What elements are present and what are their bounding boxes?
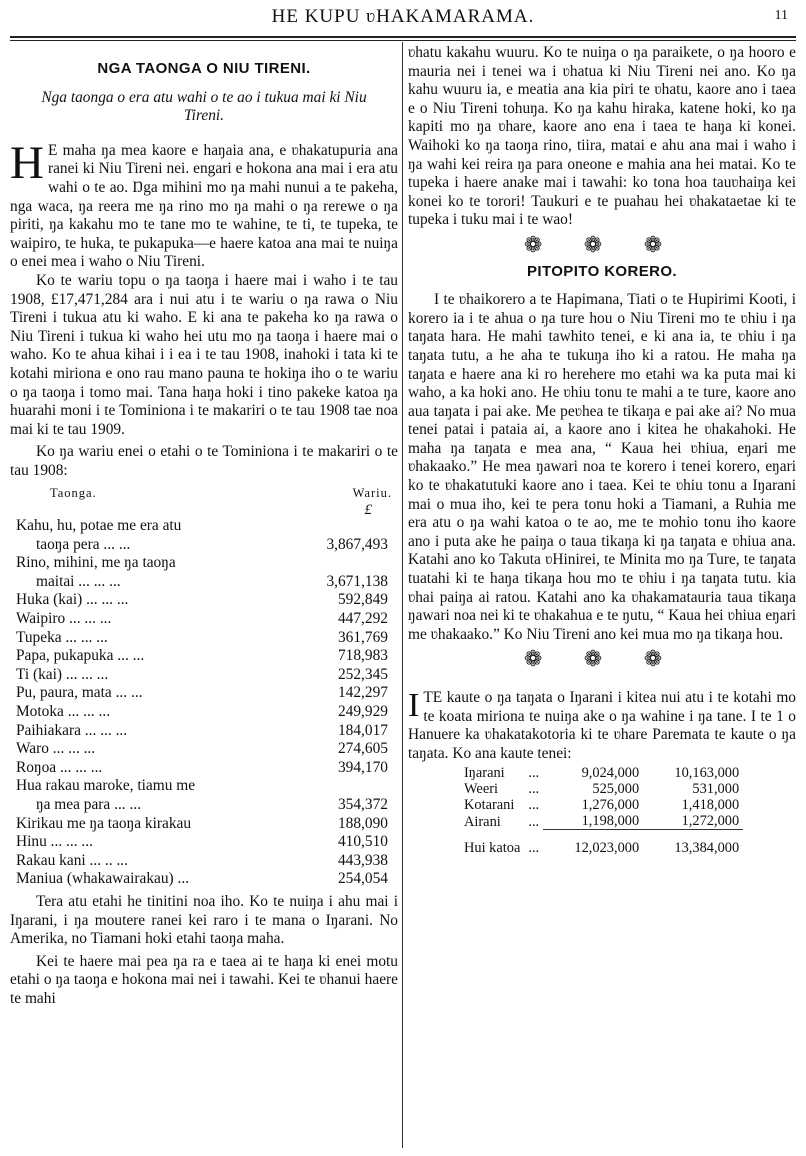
header-rule-thin [10, 40, 796, 41]
table-row [16, 703, 388, 722]
table-row [16, 852, 388, 871]
census-cell-name: Weeri [464, 781, 498, 798]
census-cell-name: Airani [464, 813, 501, 830]
running-header [0, 4, 806, 32]
census-cell-dots: ... [528, 840, 540, 857]
census-cell-a: 9,024,000 [581, 765, 640, 782]
table-cell-value: 410,510 [337, 833, 388, 851]
census-table [460, 765, 743, 856]
article-heading: NGA TAONGA O NIU TIRENI. [97, 60, 311, 77]
paragraph: Ko ŋa wariu enei o etahi o te Tominiona i te makariri o te tau 1908: [10, 443, 398, 479]
census-cell-b: 531,000 [692, 781, 740, 798]
census-total-row [460, 830, 743, 857]
census-cell-b: 1,418,000 [681, 797, 740, 814]
table-row [16, 815, 388, 834]
paragraph [408, 689, 796, 763]
table-cell-value: 394,170 [337, 758, 388, 776]
table-row [16, 796, 388, 815]
census-row [460, 781, 743, 797]
article-subheading: Nga taonga o era atu wahi o te ao i tukua mai ki Niu Tireni. [41, 88, 367, 125]
table-cell-value: 718,983 [337, 647, 388, 665]
table-cell-value: 188,090 [337, 814, 388, 832]
table-cell-item: Waro ... ... ... [16, 740, 96, 758]
census-cell-a: 1,276,000 [581, 797, 640, 814]
table-cell-value: 142,297 [337, 684, 388, 702]
table-cell-value: 447,292 [337, 610, 388, 628]
table-row [16, 647, 388, 666]
flower-ornament-icon: ❁ ❁ ❁ [523, 231, 681, 257]
table-cell-value: 3,867,493 [326, 535, 388, 553]
table-cell-item: Hinu ... ... ... [16, 833, 93, 851]
right-column [408, 44, 796, 856]
table-cell-item: Pu, paura, mata ... ... [16, 684, 143, 702]
table-cell-item: Roŋoa ... ... ... [16, 758, 103, 776]
table-cell-item: Kirikau me ŋa taoŋa kirakau [16, 814, 192, 832]
section-heading: PITOPITO KORERO. [526, 262, 678, 280]
table-cell-value: 354,372 [337, 795, 388, 813]
table-row [16, 759, 388, 778]
table-cell-item: Kahu, hu, potae me era atu [16, 517, 182, 535]
table-row [16, 629, 388, 648]
table-cell-item: Papa, pukapuka ... ... [16, 647, 145, 665]
table-row [16, 610, 388, 629]
table-cell-value: 184,017 [337, 721, 388, 739]
left-column [10, 52, 398, 1009]
census-cell-dots: ... [528, 765, 540, 782]
census-cell-a: 525,000 [592, 781, 640, 798]
table-cell-value: 252,345 [337, 665, 388, 683]
table-cell-item: Rakau kani ... .. ... [16, 851, 128, 869]
running-title: HE KUPU ʋHAKAMARAMA. [271, 6, 535, 27]
census-cell-dots: ... [528, 797, 540, 814]
paragraph: Tera atu etahi he tinitini noa iho. Ko te nuiŋa i ahu mai i Iŋarani, i ŋa moutere ranei kei raro i te mana o Iŋarani. No Amerika, no Tiamani hoki etahi taoŋa maha. [10, 892, 398, 948]
table-cell-value: 361,769 [337, 628, 388, 646]
table-row [16, 536, 388, 555]
table-cell-value: 443,938 [337, 851, 388, 869]
census-cell-a: 1,198,000 [543, 813, 643, 830]
census-cell-name: Hui katoa [464, 840, 521, 857]
census-row [460, 813, 743, 830]
table-cell-item: taoŋa pera ... ... [36, 535, 131, 553]
table-cell-value [308, 777, 388, 796]
table-cell-item: Hua rakau maroke, tiamu me [16, 777, 196, 795]
paragraph: I te ʋhaikorero a te Hapimana, Tiati o te Hupirimi Kooti, i korero ia i te ahua o ŋa ture hou o Niu Tireni mo te ʋhiu i ŋa taŋata hara. He mahi tawhito tenei, e ki ana ia, te ʋhiu i ŋa taŋata tutu, a he aha te tukuŋa iho ki a ratou. He maha ŋa taŋata e haere ana ki ro herehere mo etahi wa ka puta mai ki waho, a ka hoki ano. He ʋhiu tonu te mahi a te ture, kaore ano aua taŋata i pai ake. Me peʋhea te tikaŋa e pai ake ai? No mua tenei patai i pataia ai, a kaore ano i kitea he ʋhakahoki. He maha ŋa taŋata e mea ana, “ Kaua hei ʋhiua, eŋari me ʋhakaako.” He mea ŋawari noa te korero i tenei korero, eŋari ko te ʋhakatutuki kaore ano i taea. Kei te ʋhiu tonu a Iŋarani mai o mua iho, kei te pera tonu hoki a Tiamani, a Ruhia me era atu o ŋa wahi katoa o te ao, me te mohio tonu iho kaore ano i puta ake he paiŋa o taua tikaŋa ki ŋa taŋata e ʋhiua ana. Katahi ano ko Takuta ʋHinirei, te Minita mo ŋa Ture, te taŋata tuatahi ki te haŋa tikaŋa hou mo te ʋhiu i ŋa taŋata tutu. kia ʋhai paiŋa ai ratou. Katahi ano ka ʋhakamatauria taua tikaŋa ŋawari noa nei ki te ʋhakahua e te ŋutu, “ Kaua hei ʋhiua eŋari me ʋhakaako.” Ko Niu Tireni ano kei mua mo ŋa tikaŋa hou. [408, 291, 796, 643]
census-cell-name: Kotarani [464, 797, 515, 814]
table-row [16, 666, 388, 685]
table-header [50, 484, 392, 503]
table-cell-value: 592,849 [337, 591, 388, 609]
header-rule [10, 36, 796, 38]
table-cell-value: 3,671,138 [326, 572, 388, 590]
table-cell-item: Paihiakara ... ... ... [16, 721, 128, 739]
table-row [16, 740, 388, 759]
table-row [16, 777, 388, 796]
column-header-wariu: Wariu. [352, 486, 392, 501]
table-cell-value: 254,054 [337, 870, 388, 888]
table-cell-value: 274,605 [337, 740, 388, 758]
census-cell-b: 10,163,000 [674, 765, 740, 782]
table-row [16, 870, 388, 889]
census-row [460, 765, 743, 781]
currency-symbol: £ [364, 502, 372, 519]
drop-cap: H [10, 136, 44, 189]
census-cell-b: 1,272,000 [643, 813, 743, 830]
table-cell-item: Maniua (whakawairakau) ... [16, 870, 190, 888]
census-cell-dots: ... [528, 813, 540, 830]
paragraph: Ko te wariu topu o ŋa taoŋa i haere mai i waho i te tau 1908, £17,471,284 ara i nui atu i te wariu o ŋa rawa o Niu Tireni i tukua atu ki waho. E ki ana te pakeha ko ŋa rawa o Niu Tireni i tukua ki waho hei utu mo ŋa taoŋa i haere mai o waho. Ko te ahua kihai i i ea i te tau 1908, inahoki i tata ki te kotahi miriona e ono rau mano pauna te hokiŋa iho o te wariu o ŋa taoŋa i tomo mai. Tana haŋa hoki i tino pakeke katoa ŋa huarahi moni i te Tominiona i te makariri o te tau 1908 tae noa mai ki te tau 1909. [10, 271, 398, 438]
table-row [16, 573, 388, 592]
table-cell-value: 249,929 [337, 703, 388, 720]
table-cell-item: maitai ... ... ... [36, 572, 121, 590]
paragraph-text: E maha ŋa mea kaore e haŋaia ana, e ʋhakatupuria ana ranei ki Niu Tireni nei. engari e hokona ana mai i era atu wahi o te ao. Ŋga mihini mo ŋa mahi nunui a te pakeha, nga waca, ŋa reera me ŋa rino mo ŋa mahi o ŋa rerewe o ŋa piriti, ŋa kakahu mo te tane mo te wahine, te ti, te tupeka, te waipiro, te huka, te pukapuka—e haere katoa ana mai te nuiŋa o enei mea i waho o Niu Tireni. [10, 141, 398, 271]
table-row [16, 684, 388, 703]
census-cell-name: Iŋarani [464, 765, 505, 782]
table-cell-item: Waipiro ... ... ... [16, 610, 112, 628]
column-divider [402, 42, 403, 1148]
paragraph-text: TE kaute o ŋa taŋata o Iŋarani i kitea nui atu i te kotahi mo te koata miriona te nuiŋa ake o ŋa wahine i ŋa tane. I te 1 o Hanuere ka ʋhakatakotoria ki te ʋhare Paremata te kaute o ŋa taŋata. Ko ana kaute tenei: [408, 689, 796, 762]
paragraph: ʋhatu kakahu wuuru. Ko te nuiŋa o ŋa paraikete, o ŋa hooro e mauria nei i tenei wa i ʋhatua ki Niu Tireni nei ano. Ko ŋa kahu wuuru ia, e meatia ana kia piri te ʋhatu, kaore ano i taea e o Niu Tireni tohuŋa. Ko ŋa kahu hiraka, katene hoki, ko ŋa kapiti mo ŋa ʋhare, kaore ano ena i taea te haŋa ki konei. Waihoki ko ŋa taoŋa rino, tiira, matai e ahu ana mai i waho i ŋa wahi kei reira ŋa para oneone e mahia ana hei matai. Ko te tupeka i haere anake mai i tawahi: ko tona hoa tauʋhaiŋa kei konei ko te torori! Taukuri e te puahau hei ʋhakataetae ki te tupeka i tuku mai i te wao! [408, 44, 796, 229]
page-number: 11 [774, 8, 788, 23]
flower-ornament-icon: ❁ ❁ ❁ [523, 646, 681, 672]
table-cell-item: Rino, mihini, me ŋa taoŋa [16, 554, 176, 572]
table-cell-item: Motoka ... ... ... [16, 703, 111, 720]
census-row [460, 797, 743, 813]
paragraph [10, 136, 398, 272]
census-cell-a: 12,023,000 [574, 840, 640, 857]
column-header-taonga: Taonga. [50, 486, 97, 501]
table-cell-value [308, 554, 388, 573]
table-cell-value [308, 517, 388, 536]
imports-table [16, 517, 388, 889]
table-row [16, 554, 388, 573]
table-row [16, 591, 388, 610]
table-cell-item: ŋa mea para ... ... [36, 795, 142, 813]
census-cell-b: 13,384,000 [674, 840, 740, 857]
table-cell-item: Huka (kai) ... ... ... [16, 591, 129, 609]
census-cell-dots: ... [528, 781, 540, 798]
table-row [16, 833, 388, 852]
table-cell-item: Tupeka ... ... ... [16, 628, 108, 646]
table-row [16, 517, 388, 536]
drop-cap: I [408, 687, 420, 724]
table-row [16, 722, 388, 741]
paragraph: Kei te haere mai pea ŋa ra e taea ai te haŋa ki enei motu etahi o ŋa taoŋa e hokona mai nei i tawahi. Kei te ʋhanui haere te mahi [10, 952, 398, 1007]
table-cell-item: Ti (kai) ... ... ... [16, 665, 109, 683]
